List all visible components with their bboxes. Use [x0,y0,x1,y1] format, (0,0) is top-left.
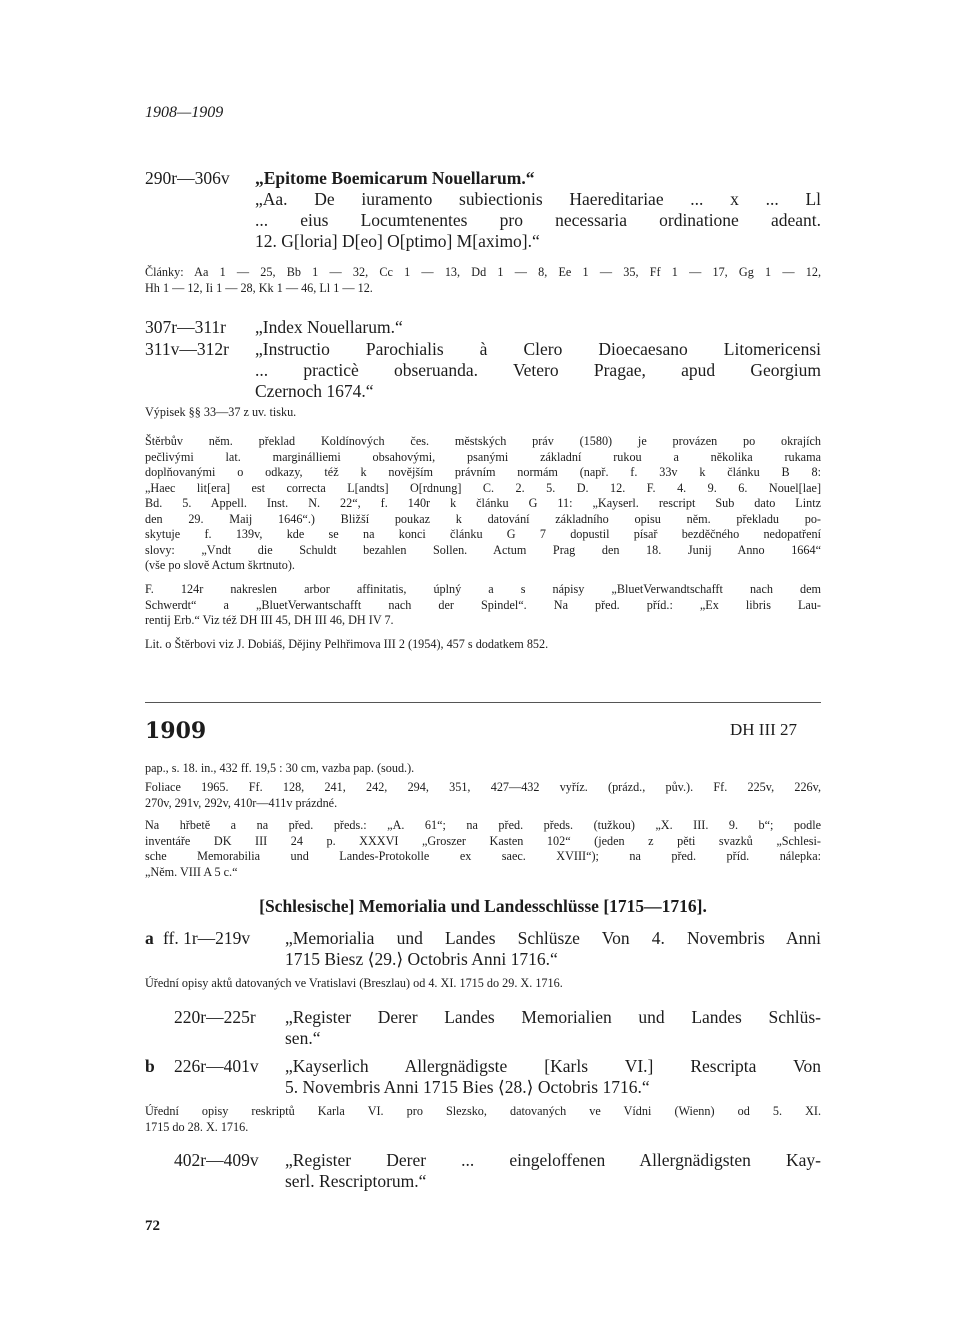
folio-307r: 307r—311r [145,317,227,337]
entry-line: Czernoch 1674.“ [255,381,374,401]
entry-311v [255,339,821,402]
para-line: den 29. Maij 1646“.) Bližší poukaz k datování základního opisu něm. překladu po- [145,511,821,526]
entry-line: 12. G[loria] D[eo] O[ptimo] M[aximo].“ [255,231,540,251]
entry-line: ... eius Locumtenentes pro necessaria ordinatione adeant. [255,210,821,230]
sterbuv-paragraph [145,434,821,574]
para-line: 270v, 291v, 292v, 410r—411v prázdné. [145,795,338,810]
entry-title: „Epitome Boemicarum Nouellarum.“ [255,168,535,188]
entry-line: serl. Rescriptorum.“ [285,1171,427,1191]
shelfmark: DH III 27 [730,720,798,739]
para-line: pečlivými lat. marginálliemi obsahovými, psanými základní rukou a několika rukama [145,449,821,464]
hrbet [145,818,821,880]
para-line: F. 124r nakreslen arbor affinitatis, úplný a s nápisy „BluetVerwandtschafft nach dem [145,582,821,596]
para-line: „Haec lit[era] est correcta L[andts] O[rdnung] C. 2. 5. D. 12. F. 4. 9. 6. Nouel[lae] [145,480,821,495]
running-title: 1908—1909 [145,104,224,121]
clanky-line: Články: Aa 1 — 25, Bb 1 — 32, Cc 1 — 13, Dd 1 — 8, Ee 1 — 35, Ff 1 — 17, Gg 1 — 12, [145,265,821,279]
entry-307r: „Index Nouellarum.“ [255,317,403,337]
lit-reference: Lit. o Štěrbovi viz J. Dobiáš, Dějiny Pelhřimova III 2 (1954), 457 s dodatkem 852. [145,637,549,651]
folio-b: 226r—401v [174,1056,259,1076]
entry-line: „Aa. De iuramento subiectionis Haereditariae ... x ... Ll [255,189,821,209]
para-line: rentij Erb.“ Viz též DH III 45, DH III 46, DH IV 7. [145,613,394,627]
page-number: 72 [145,1218,160,1234]
entry-line: 5. Novembris Anni 1715 Bies ⟨28.⟩ Octobris 1716.“ [285,1077,650,1097]
entry-402r [285,1150,821,1192]
foliace [145,780,821,811]
part-a-label: a [145,928,154,948]
entry-b [285,1056,821,1098]
note-b [145,1104,821,1135]
f124-paragraph [145,582,821,629]
record-year: 1909 [145,718,207,744]
entry-a [285,928,821,970]
folio-a: ff. 1r—219v [163,928,251,948]
para-line: 1715 do 28. X. 1716. [145,1119,249,1134]
para-line: Bd. 5. Appell. Inst. N. 22“, f. 140r k článku G 11: „Kayserl. rescript Sub dato Lintz [145,496,821,510]
note-a: Úřední opisy aktů datovaných ve Vratislavi (Breszlau) od 4. XI. 1715 do 29. X. 1716. [145,976,563,990]
para-line: Foliace 1965. Ff. 128, 241, 242, 294, 351, 427—432 vyříz. (prázd., pův.). Ff. 225v, 226v, [145,780,821,794]
entry-290r [255,168,821,252]
folio-220r: 220r—225r [174,1007,256,1027]
vypisek: Výpisek §§ 33—37 z uv. tisku. [145,405,297,419]
para-line: Na hřbetě a na před. předs.: „A. 61“; na před. předs. (tužkou) „X. III. 9. b“; podle [145,818,821,832]
para-line: doplňovanými o odkazy, též k novějším právním normám (např. f. 33v k článku B 8: [145,465,821,479]
entry-line: „Register Derer Landes Memorialien und Landes Schlüs- [285,1007,821,1027]
entry-220r [285,1007,821,1049]
entry-line: ... practicè obseruanda. Vetero Pragae, apud Georgium [255,360,821,380]
para-line: inventáře DK III 24 p. XXXVI „Groszer Kasten 102“ (jeden z pěti svazků „Schlesi- [145,833,821,848]
para-line: slovy: „Vndt die Schuldt bezahlen Sollen. Actum Prag den 18. Junij Anno 1664“ [145,542,821,557]
entry-line: 1715 Biesz ⟨29.⟩ Octobris Anni 1716.“ [285,949,558,969]
folio-402r: 402r—409v [174,1150,259,1170]
para-line: Úřední opisy reskriptů Karla VI. pro Slezsko, datovaných ve Vídni (Wienn) od 5. XI. [145,1104,821,1118]
clanky [145,265,821,296]
folio-311v: 311v—312r [145,339,229,359]
pap-description: pap., s. 18. in., 432 ff. 19,5 : 30 cm, vazba pap. (soud.). [145,761,415,775]
entry-line: „Memorialia und Landes Schlüsze Von 4. Novembris Anni [285,928,821,948]
entry-line: „Register Derer ... eingeloffenen Allergnädigsten Kay- [285,1150,821,1170]
para-line: (vše po slově Actum škrtnuto). [145,558,295,572]
entry-line: „Kayserlich Allergnädigste [Karls VI.] Rescripta Von [285,1056,821,1076]
para-line: Schwerdt“ a „BluetVerwantschafft nach der Spindel“. Na před. příd.: „Ex libris Lau- [145,597,821,612]
entry-line: sen.“ [285,1028,321,1048]
clanky-line: Hh 1 — 12, Ii 1 — 28, Kk 1 — 46, Ll 1 — 12. [145,280,373,295]
para-line: sche Memorabilia und Landes-Protokolle ex saec. XVIII“); na před. příd. nálepka: [145,849,821,863]
para-line: skytuje f. 139v, kde se na konci článku G 7 dopustil písař bezděčného nedopatření [145,527,821,541]
para-line: Štěrbův něm. překlad Koldínových čes. městských práv (1580) je provázen po okrajích [145,434,821,448]
folio-290r: 290r—306v [145,168,230,188]
section-divider [145,702,821,703]
para-line: „Něm. VIII A 5 c.“ [145,864,238,879]
section-title: [Schlesische] Memorialia und Landesschlüsse [1715—1716]. [259,896,707,916]
part-b-label: b [145,1056,155,1076]
entry-line: „Instructio Parochialis à Clero Dioecaesano Litomericensi [255,339,821,359]
